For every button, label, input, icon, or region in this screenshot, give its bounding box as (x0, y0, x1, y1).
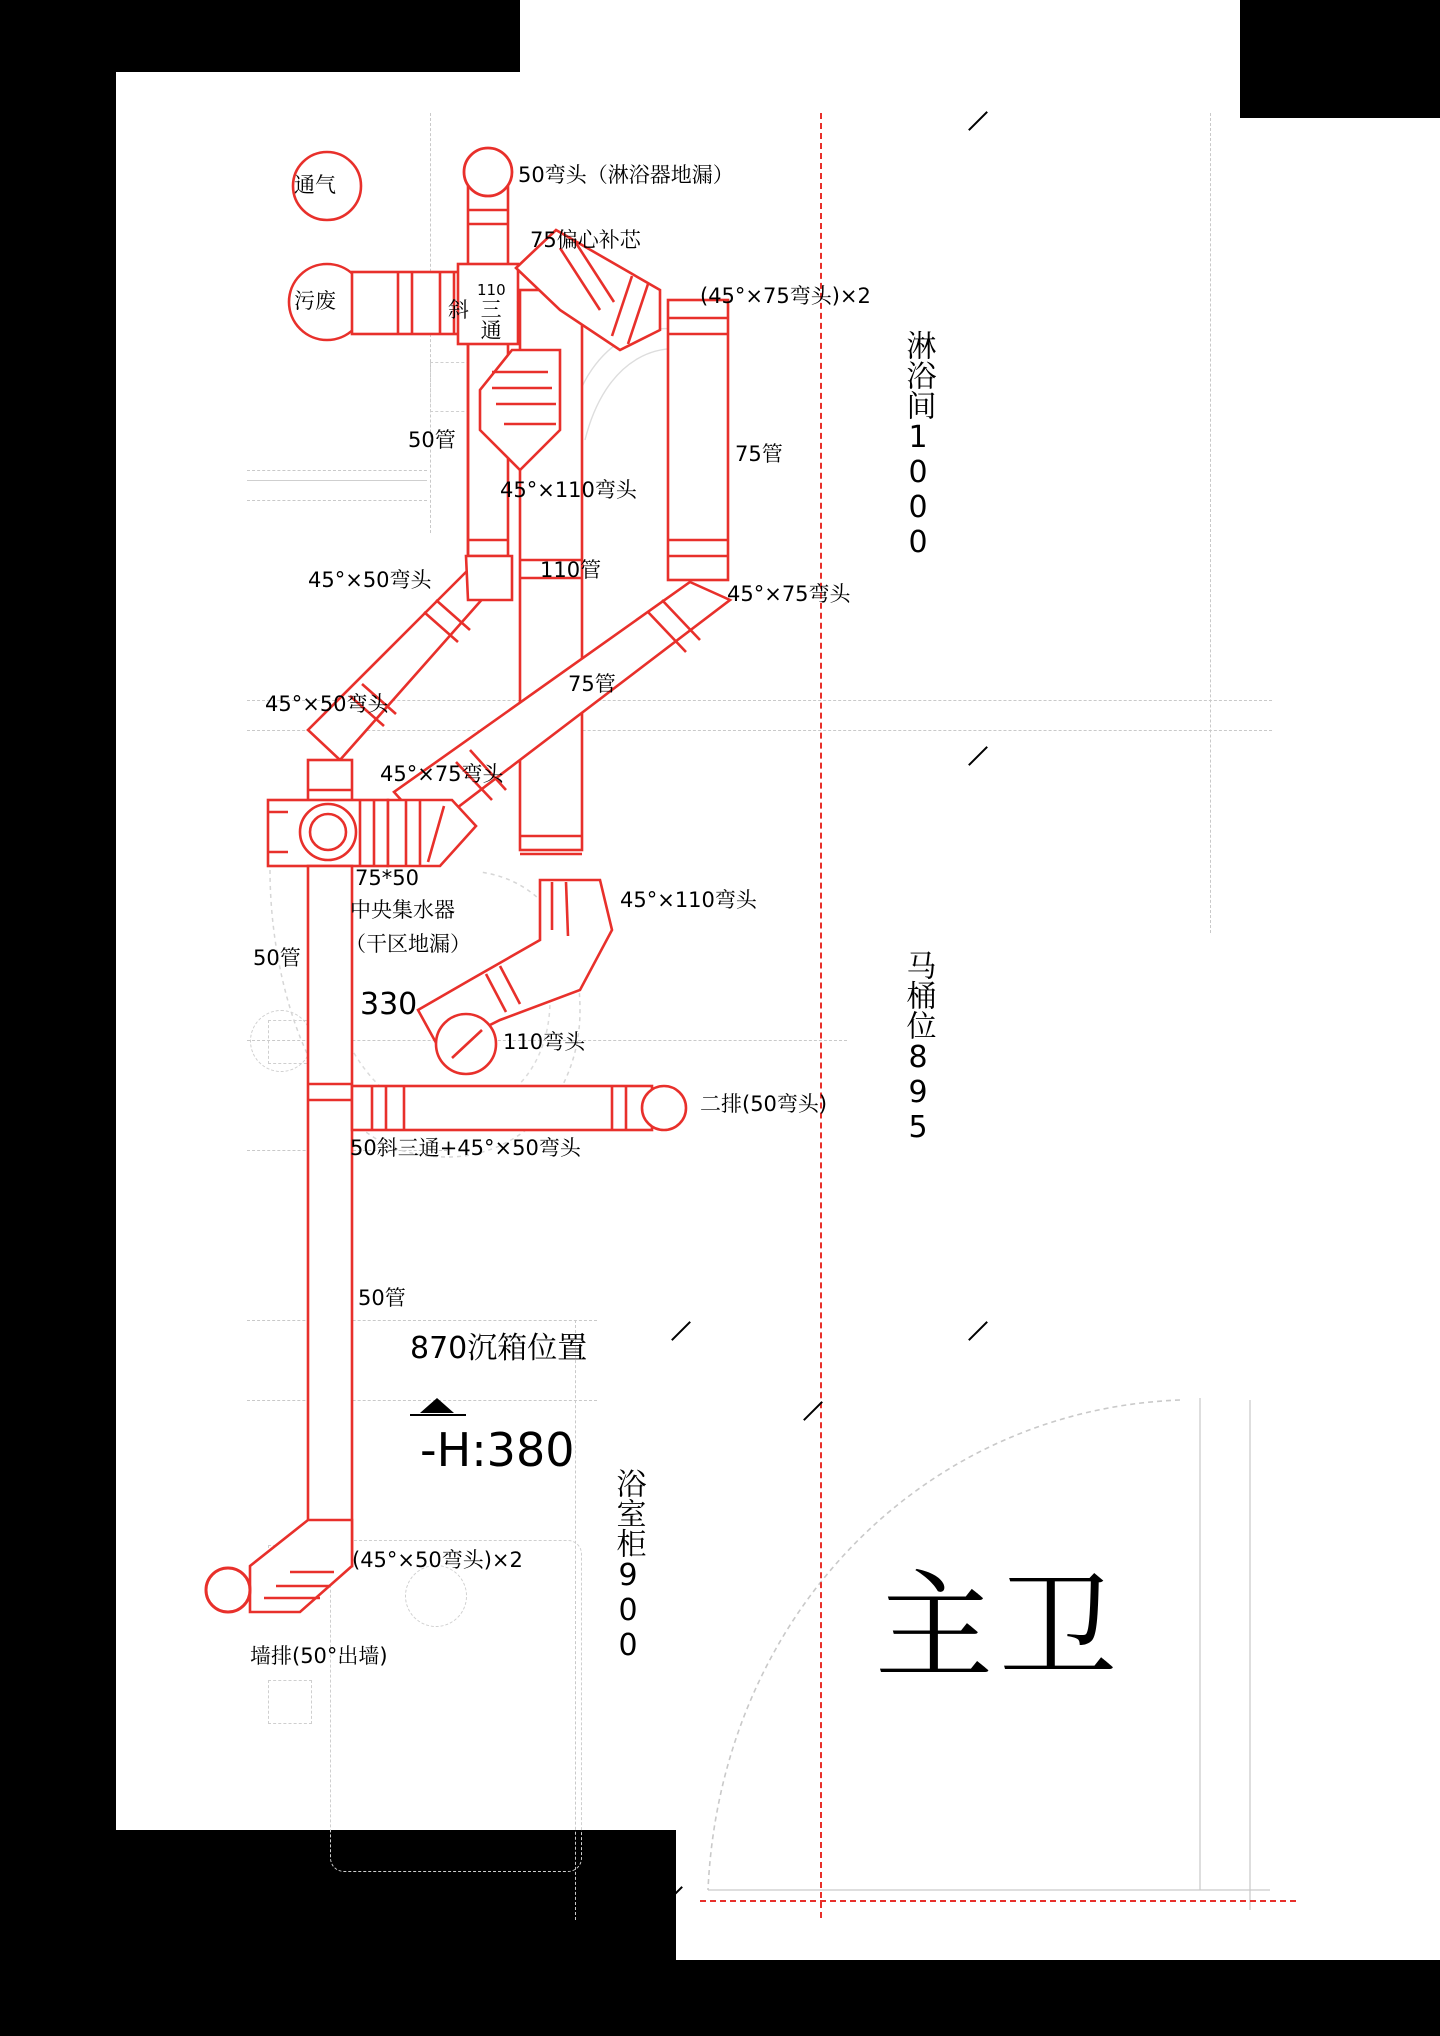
dimension-toilet-position: 马桶位895 (900, 950, 936, 1145)
label-elbow-45x75-x2: (45°×75弯头)×2 (700, 284, 871, 308)
label-elbow-45x75-a: 45°×75弯头 (727, 582, 851, 606)
label-size-75x50: 75*50 (355, 866, 419, 890)
label-pipe50-b: 50管 (253, 946, 301, 970)
wall-discharge-outlet (206, 1568, 250, 1612)
level-triangle-icon (420, 1398, 454, 1413)
waste-tag-label: 污废 (294, 289, 336, 313)
label-oblique-tee-110: 三通 (478, 298, 503, 340)
label-elbow-45x50-x2: (45°×50弯头)×2 (352, 1548, 523, 1572)
label-second-row-50-elbow: 二排(50弯头) (700, 1092, 828, 1116)
elbow-45x75-collector (388, 800, 476, 866)
label-eccentric-75: 75偏心补芯 (530, 228, 641, 252)
label-pipe75-b: 75管 (568, 672, 616, 696)
label-elbow-45x110-a: 45°×110弯头 (500, 478, 637, 502)
room-title: 主卫 (875, 1558, 1124, 1696)
central-water-collector (268, 800, 388, 866)
oblique-tee-50-and-branch (352, 1086, 686, 1130)
label-oblique-tee-50: 50斜三通+45°×50弯头 (350, 1136, 581, 1160)
label-dim-330: 330 (360, 987, 418, 1022)
label-elbow-45x50-b: 45°×50弯头 (265, 692, 389, 716)
elbow-45x50-upper (466, 556, 512, 600)
label-central-collector: 中央集水器 (350, 898, 455, 922)
label-pipe110: 110管 (540, 558, 602, 582)
pipe-75-vertical (668, 300, 728, 580)
label-pipe50-c: 50管 (358, 1286, 406, 1310)
sink-box-note: 870沉箱位置 (410, 1331, 588, 1366)
pipe-50-long-vertical (308, 866, 352, 1566)
label-elbow50-shower-drain: 50弯头（淋浴器地漏） (518, 163, 734, 187)
level-triangle-base (410, 1414, 466, 1416)
label-elbow-45x75-b: 45°×75弯头 (380, 762, 504, 786)
label-oblique-tee-char1: 斜 (448, 298, 469, 322)
label-central-collector-sub: （干区地漏） (345, 932, 471, 956)
label-wall-discharge: 墙排(50°出墙) (250, 1644, 388, 1668)
label-pipe50-a: 50管 (408, 428, 456, 452)
label-oblique-tee-size: 110 (477, 281, 506, 299)
label-elbow-45x50-a: 45°×50弯头 (308, 568, 432, 592)
dimension-bath-cabinet: 浴室柜900 (610, 1468, 646, 1663)
label-elbow-110: 110弯头 (503, 1030, 586, 1054)
label-pipe75-a: 75管 (735, 442, 783, 466)
elbow-45x50-pair-bottom (250, 1520, 352, 1612)
dimension-shower-room: 淋浴间1000 (900, 330, 936, 560)
depth-note: -H:380 (420, 1423, 575, 1477)
vent-tag-label: 通气 (294, 173, 336, 197)
label-elbow-45x110-b: 45°×110弯头 (620, 888, 757, 912)
